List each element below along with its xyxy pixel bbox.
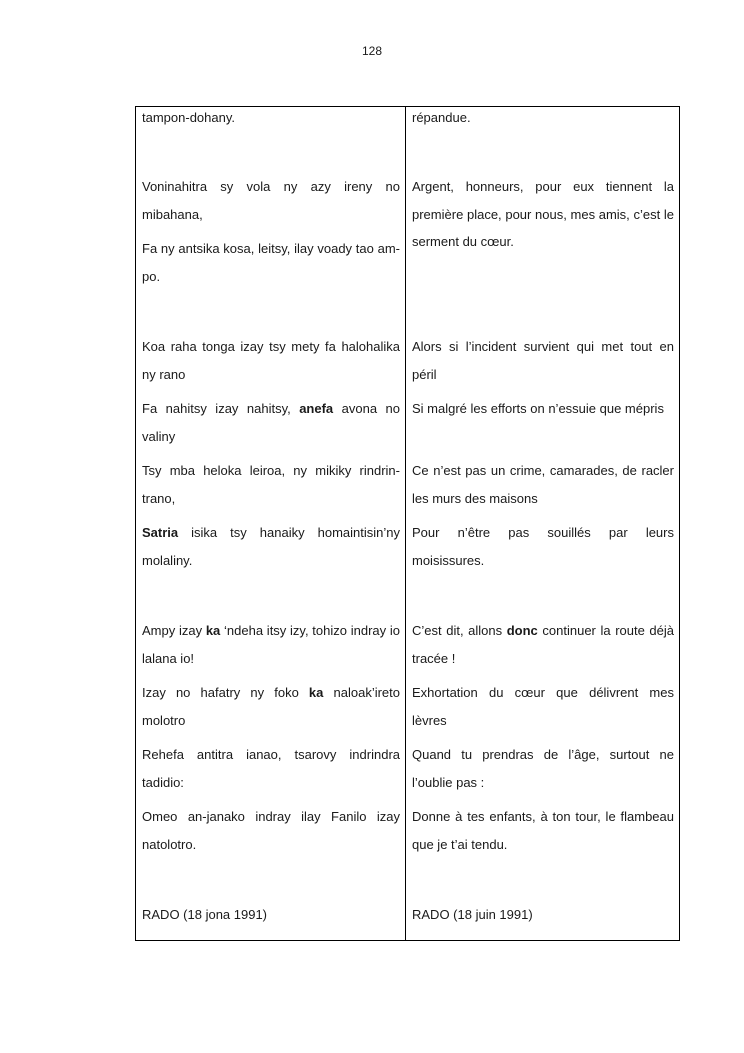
verse-line: [142, 803, 400, 858]
text-segment: naloak’ireto molotro: [142, 685, 400, 728]
translation-table: [135, 106, 680, 941]
verse-line: [412, 519, 674, 574]
text-segment: RADO (18 jona 1991): [142, 907, 268, 922]
verse-line: [142, 617, 400, 672]
verse-line: [142, 679, 400, 734]
verse-line: [412, 333, 674, 388]
text-segment: isika tsy hanaiky homaintisin’ny molaliny.: [142, 525, 400, 568]
text-segment: Ampy izay: [142, 623, 206, 638]
verse-line: [412, 741, 674, 796]
verse-line: [142, 173, 400, 228]
text-segment: Argent, honneurs, pour eux tiennent la première place, pour nous, mes amis, c’est le serment du cœur.: [412, 179, 674, 249]
text-segment: Pour n’être pas souillés par leurs moisissures.: [412, 525, 674, 568]
verse-line: [412, 901, 674, 929]
text-segment: Fa ny antsika kosa, leitsy, ilay voady tao am-po.: [142, 241, 400, 284]
text-segment: Rehefa antitra ianao, tsarovy indrindra tadidio:: [142, 747, 400, 790]
bold-word: anefa: [299, 401, 334, 416]
bold-word: ka: [205, 623, 221, 638]
text-segment: RADO (18 juin 1991): [412, 907, 533, 922]
text-segment: Alors si l’incident survient qui met tout en péril: [412, 339, 674, 382]
text-segment: tampon-dohany.: [142, 110, 235, 125]
verse-line: [142, 333, 400, 388]
page-number: 128: [361, 44, 383, 58]
text-segment: Exhortation du cœur que délivrent mes lèvres: [412, 685, 674, 728]
verse-line: [412, 395, 674, 423]
verse-line: [142, 235, 400, 290]
text-segment: Omeo an-janako indray ilay Fanilo izay natolotro.: [142, 809, 400, 852]
verse-line: [412, 104, 674, 132]
text-segment: ‘ndeha itsy izy, tohizo indray io lalana io!: [142, 623, 400, 666]
text-segment: Voninahitra sy vola ny azy ireny no mibahana,: [142, 179, 400, 222]
verse-line: [142, 457, 400, 512]
bold-word: donc: [506, 623, 538, 638]
verse-line: [412, 173, 674, 256]
text-segment: Quand tu prendras de l’âge, surtout ne l’oublie pas :: [412, 747, 674, 790]
verse-line: [142, 741, 400, 796]
text-segment: continuer la route déjà tracée !: [412, 623, 674, 666]
verse-line: [412, 457, 674, 512]
verse-line: [412, 803, 674, 858]
text-segment: Tsy mba heloka leiroa, ny mikiky rindrin-trano,: [142, 463, 400, 506]
verse-line: [412, 617, 674, 672]
verse-line: [142, 104, 400, 132]
text-segment: Donne à tes enfants, à ton tour, le flambeau que je t’ai tendu.: [412, 809, 674, 852]
bold-word: ka: [308, 685, 324, 700]
text-segment: avona no valiny: [142, 401, 400, 444]
verse-line: [412, 679, 674, 734]
bold-word: Satria: [142, 525, 179, 540]
text-segment: C’est dit, allons: [412, 623, 507, 638]
text-segment: Koa raha tonga izay tsy mety fa halohalika ny rano: [142, 339, 400, 382]
verse-line: [142, 519, 400, 574]
text-segment: Fa nahitsy izay nahitsy,: [142, 401, 300, 416]
verse-line: [142, 395, 400, 450]
verse-line: [142, 901, 400, 929]
text-segment: Izay no hafatry ny foko: [142, 685, 309, 700]
text-segment: répandue.: [412, 110, 471, 125]
column-divider: [405, 107, 406, 940]
text-segment: Ce n’est pas un crime, camarades, de racler les murs des maisons: [412, 463, 674, 506]
text-segment: Si malgré les efforts on n’essuie que mépris: [412, 401, 664, 416]
